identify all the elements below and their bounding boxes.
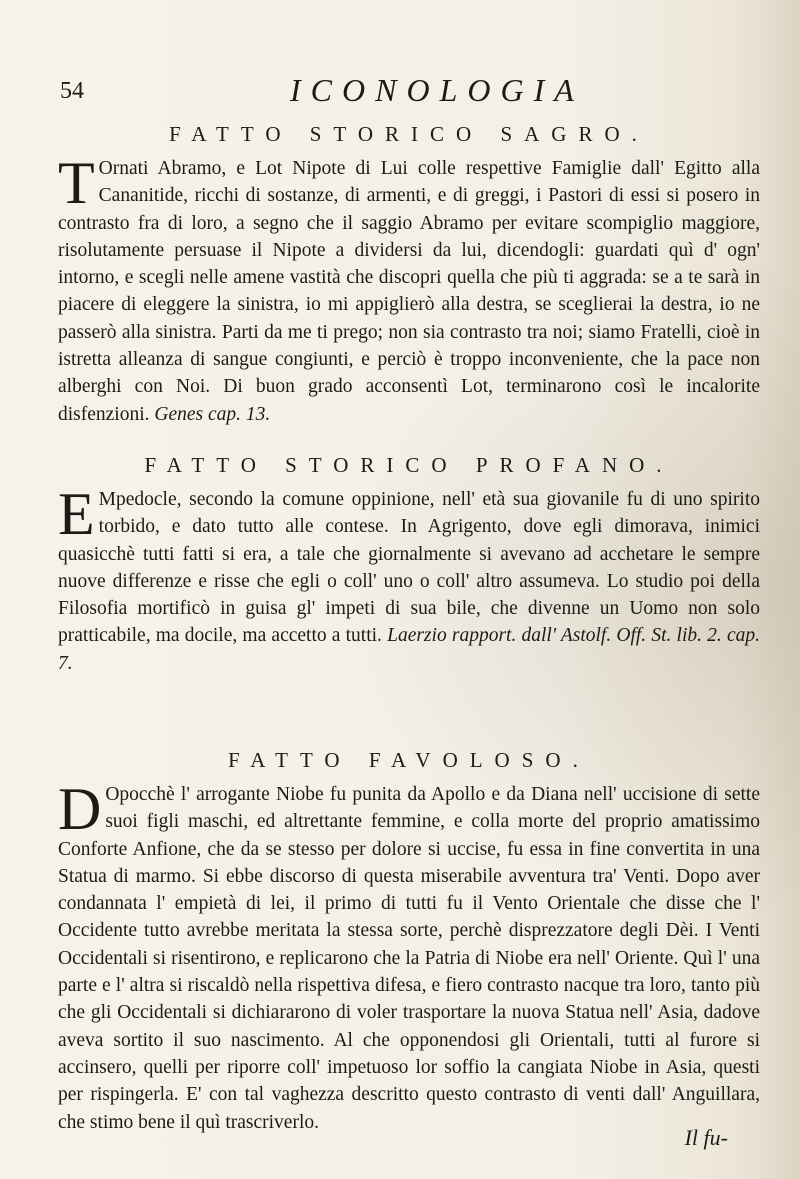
paragraph-text: Ornati Abramo, e Lot Nipote di Lui colle respettive Famiglie dall' Egitto alla Cananitide, ricchi di sostanze, di armenti, e di greggi, i Pastori di essi si posero in contrasto fra di loro, a segno che il saggio Abramo per evitare scompiglio maggiore, risolutamente persuase il Nipote a dividersi da lui, dicendogli: guardati quì d' ogn' intorno, e scegli nelle amene vastità che discopri quella che più ti aggrada: se a te sarà in piacere di eleggere la sinistra, io mi appiglierò alla destra, se sceglierai la destra, io ne passerò alla sinistra. Parti da me ti prego; non sia contrasto tra noi; siamo Fratelli, cioè in istretta alleanza di sangue congiunti, e perciò è troppo inconveniente, che la pace non alberghi con Noi. Di buon grado acconsentì Lot, terminarono così le incalorite disfenzioni. <box>58 158 760 425</box>
running-title: ICONOLOGIA <box>290 72 584 108</box>
page-number: 54 <box>60 78 84 104</box>
section-paragraph <box>58 776 760 1136</box>
citation: Genes cap. 13. <box>154 403 271 425</box>
paragraph-text: Opocchè l' arrogante Niobe fu punita da Apollo e da Diana nell' uccisione di sette suoi figli maschi, ed altrettante femmine, e colla morte del proprio amatissimo Conforte Anfione, che da se stesso per dolore si uccise, fu essa in fine convertita in una Statua di marmo. Si ebbe discorso di questa miserabile avventura tra' Venti. Dopo aver condannata l' empietà di lei, il primo di tutti fu il Vento Orientale che disse che l' Occidente tutto avrebbe meritata la stessa sorte, perchè disprezzatore degli Dèi. I Venti Occidentali si risentirono, e replicarono che la Patria di Niobe era nell' Oriente. Quì l' una parte e l' altra si riscaldò nella rispettiva difesa, e fiero contrasto nacque tra loro, tanto più che gli Occidentali si dichiararono di voler trasportare la nuova Statua nell' Asia, dadove aveva sortito il suo nascimento. Al che opponendosi gli Orientali, tutti al furore si accinsero, quelli per riporre coll' impetuoso lor soffio la cangiata Niobe in Asia, questi per rispingerla. E' con tal vaghezza descritto questo contrasto di venti dall' Anguillara, che stimo bene il quì trascriverlo. <box>58 784 760 1133</box>
drop-cap: D <box>58 776 102 842</box>
section-fatto-storico-sagro <box>58 122 760 428</box>
drop-cap: E <box>58 481 95 547</box>
catchword: Il fu- <box>684 1125 728 1150</box>
citation: Laerzio rapport. dall' Astolf. Off. St. lib. 2. cap. 7. <box>58 625 760 674</box>
section-fatto-favoloso <box>58 748 760 1136</box>
paragraph-text: Mpedocle, secondo la comune oppinione, nell' età sua giovanile fu di uno spirito torbido, e dato tutto alle contese. In Agrigento, dove egli dimorava, inimici quasicchè tutti fatti si era, a tale che giornalmente si avevano ad acchetare le sempre nuove differenze e risse che egli o coll' uno o coll' altro assumeva. Lo studio poi della Filosofia mortificò in guisa gl' impeti di sua bile, che divenne un Uomo non solo pratticabile, ma docile, ma accetto a tutti. <box>58 489 760 647</box>
drop-cap: T <box>58 150 95 216</box>
section-paragraph <box>58 150 760 428</box>
page-header <box>60 72 760 122</box>
section-title: FATTO STORICO SAGRO. <box>169 122 649 146</box>
section-fatto-storico-profano <box>58 453 760 677</box>
section-title: FATTO FAVOLOSO. <box>228 748 590 772</box>
section-title: FATTO STORICO PROFANO. <box>144 453 674 477</box>
section-paragraph <box>58 481 760 677</box>
